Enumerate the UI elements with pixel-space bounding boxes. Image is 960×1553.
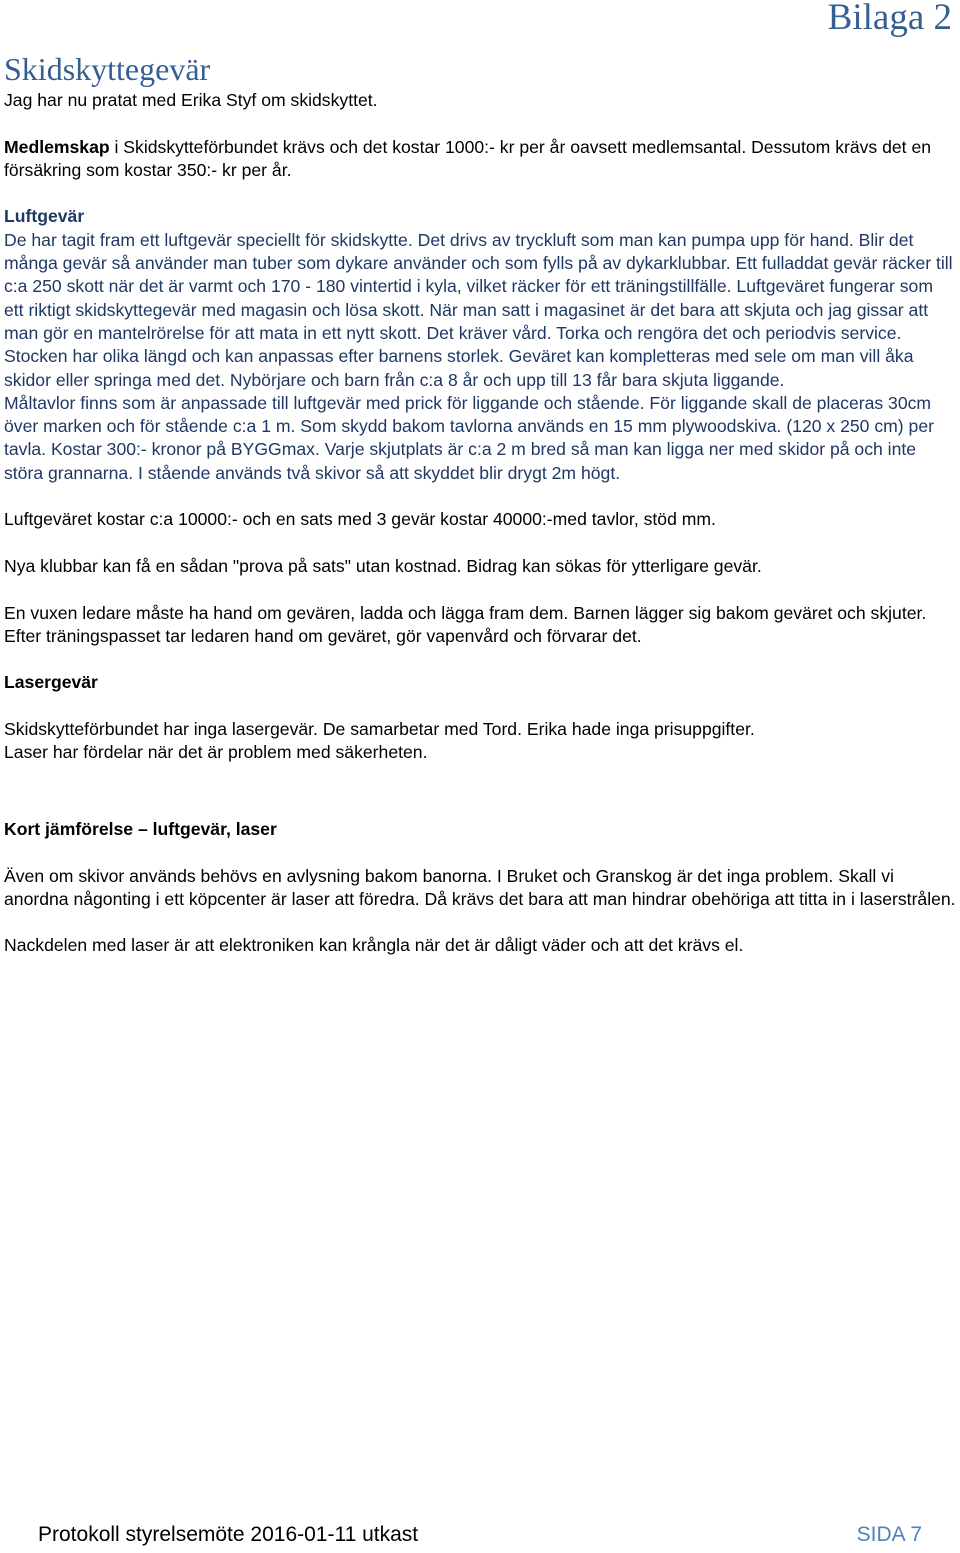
new-clubs-paragraph: Nya klubbar kan få en sådan "prova på sats" utan kostnad. Bidrag kan sökas för ytterligare gevär. (4, 555, 762, 576)
spacer (4, 532, 956, 555)
luftgevar-paragraph-3: Måltavlor finns som är anpassade till luftgevär med prick för liggande och stående. För liggande skall de placeras 30cm över marken och för stående c:a 1 m. Som skydd bakom tavlorna används en 15 mm plywoodskiva. (120 x 250 cm) per tavla. Kostar 300:- kronor på BYGGmax. Varje skjutplats är c:a 2 m bred så man kan ligga ner med skidor på och inte störa grannarna. I stående används två skivor så att skyddet blir drygt 2m högt. (4, 392, 934, 483)
membership-text: i Skidskytteförbundet krävs och det kostar 1000:- kr per år oavsett medlemsantal. Dessutom krävs det en försäkring som kostar 350:- kr per år. (4, 136, 932, 180)
footer-page-number: SIDA 7 (856, 1523, 922, 1546)
luftgevar-paragraph-2: Stocken har olika längd och kan anpassas efter barnens storlek. Geväret kan kompletteras med sele om man vill åka skidor eller springa med det. Nybörjare och barn från c:a 8 år och upp till 13 får bara skjuta liggande. (4, 346, 914, 390)
intro-text: Jag har nu pratat med Erika Styf om skidskyttet. (4, 90, 378, 110)
compare-paragraph-2: Nackdelen med laser är att elektroniken kan krångla när det är dåligt väder och att det krävs el. (4, 935, 744, 956)
laser-paragraph-2: Laser har fördelar när det är problem med säkerheten. (4, 742, 428, 763)
laser-heading-text: Lasergevär (4, 672, 98, 693)
spacer (4, 182, 956, 205)
spacer (4, 112, 956, 135)
appendix-label: Bilaga 2 (827, 0, 952, 38)
luftgevar-heading (4, 205, 956, 228)
document-body (4, 89, 956, 958)
spacer (4, 911, 956, 934)
spacer (4, 795, 956, 818)
compare-heading-text: Kort jämförelse – luftgevär, laser (4, 818, 277, 839)
spacer (4, 695, 956, 718)
page-title: Skidskyttegevär (4, 51, 211, 87)
membership-paragraph (4, 136, 956, 183)
footer-document-title: Protokoll styrelsemöte 2016-01-11 utkast (38, 1523, 419, 1546)
spacer (4, 578, 956, 601)
compare-paragraph-1: Även om skivor används behövs en avlysning bakom banorna. I Bruket och Granskog är det inga problem. Skall vi anordna någonting i ett köpcenter är laser att föredra. Då krävs det bara att man hindrar obehöriga att titta in i laserstrålen. (4, 865, 956, 909)
spacer (4, 648, 956, 671)
compare-heading (4, 818, 956, 841)
adult-leader-paragraph: En vuxen ledare måste ha hand om gevären, ladda och lägga fram dem. Barnen lägger sig bakom geväret och skjuter. Efter träningspasset tar ledaren hand om geväret, gör vapenvård och förvarar det. (4, 602, 927, 646)
spacer (4, 765, 956, 795)
laser-paragraph-1: Skidskytteförbundet har inga lasergevär. De samarbetar med Tord. Erika hade inga prisuppgifter. (4, 719, 755, 740)
luftgevar-heading-text: Luftgevär (4, 206, 85, 227)
spacer (4, 841, 956, 864)
cost-paragraph: Luftgeväret kostar c:a 10000:- och en sats med 3 gevär kostar 40000:-med tavlor, stöd mm. (4, 509, 716, 530)
laser-heading (4, 671, 956, 694)
spacer (4, 485, 956, 508)
luftgevar-paragraph-1: De har tagit fram ett luftgevär speciellt för skidskytte. Det drivs av tryckluft som man kan pumpa upp för hand. Blir det många gevär så använder man tuber som dykare använder och som fylls på av dykarklubbar. Ett fulladdat gevär räcker till c:a 250 skott när det är varmt och 170 - 180 vintertid i kyla, vilket räcker för ett träningstillfälle. Luftgeväret fungerar som ett riktigt skidskyttegevär med magasin och lösa skott. När man satt i magasinet är det bara att skjuta och jag gissar att man gör en mantelrörelse för att mata in ett nytt skott. Det kräver vård. Torka och rengöra det och periodvis service. (4, 229, 953, 343)
membership-label: Medlemskap (4, 136, 110, 157)
